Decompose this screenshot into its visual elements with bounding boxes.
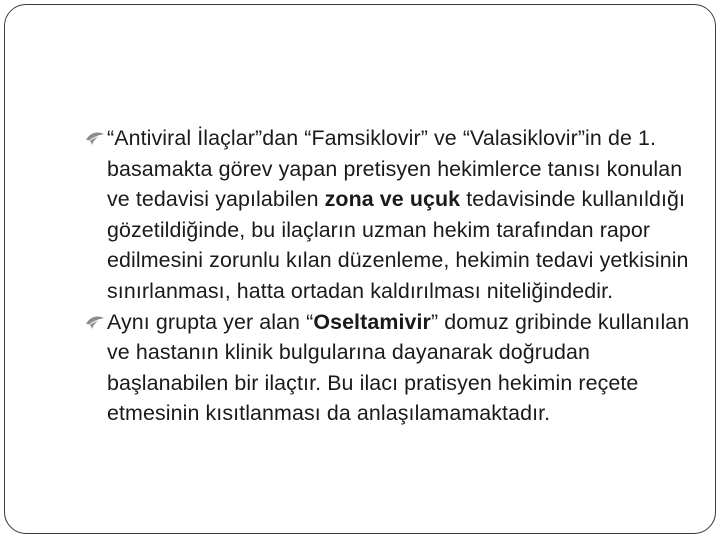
leaf-bullet-icon <box>85 130 105 146</box>
bullet-text <box>107 126 689 303</box>
bullet-item <box>85 307 700 429</box>
bullet-1-segment-1: “Antiviral İlaçlar”dan “Famsiklovir” ve “Valasiklovir”in de 1. basamakta görev yapan pretisyen hekimlerce tanısı konulan ve tedavisi yapılabilen <box>107 126 683 212</box>
bullet-2-segment-1: Aynı grupta yer alan “ <box>107 309 314 334</box>
bullet-1-bold-term: zona ve uçuk <box>324 187 461 212</box>
bullet-item <box>85 123 700 307</box>
leaf-bullet-icon <box>85 314 105 330</box>
slide-frame <box>4 4 716 534</box>
bullet-text <box>107 310 689 426</box>
bullet-1-segment-3: tedavisinde kullanıldığı gözetildiğinde, bu ilaçların uzman hekim tarafından rapor edilmesini zorunlu kılan düzenleme, hekimin tedavi yetkisinin sınırlanması, hatta ortadan kaldırılması niteliğindedir. <box>107 187 689 303</box>
bullet-2-segment-3: ” domuz gribinde kullanılan ve hastanın klinik bulgularına dayanarak doğrudan başlanabilen bir ilaçtır. Bu ilacı pratisyen hekimin reçete etmesinin kısıtlanması da anlaşılamamaktadır. <box>107 309 690 426</box>
slide-body <box>85 123 700 429</box>
bullet-2-bold-term: Oseltamivir <box>313 309 431 334</box>
